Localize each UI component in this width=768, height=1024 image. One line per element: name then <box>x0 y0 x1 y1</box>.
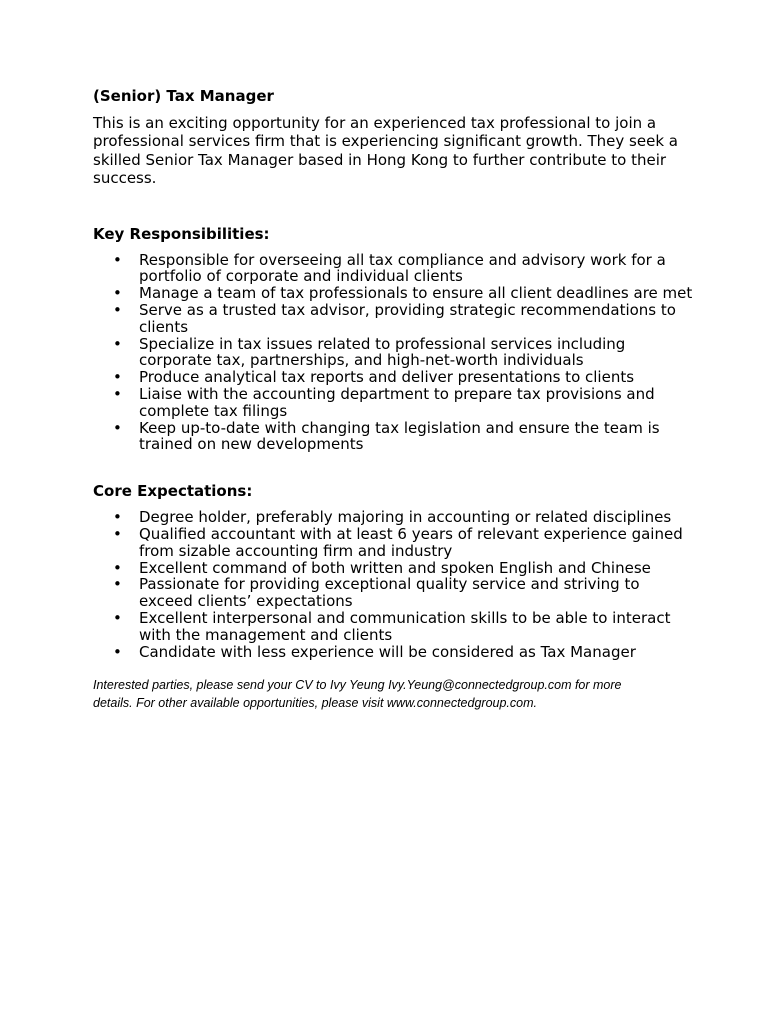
responsibilities-heading: Key Responsibilities: <box>93 224 270 243</box>
list-item <box>93 336 693 370</box>
list-item <box>93 526 693 560</box>
list-item-text: Qualified accountant with at least 6 years of relevant experience gained from sizable accounting firm and industry <box>139 524 683 560</box>
list-item-text: Responsible for overseeing all tax compliance and advisory work for a portfolio of corporate and individual clients <box>139 250 666 286</box>
list-item <box>93 509 693 526</box>
list-item <box>93 644 693 661</box>
bullet-icon: • <box>113 385 122 403</box>
list-item-text: Liaise with the accounting department to prepare tax provisions and complete tax filings <box>139 385 655 420</box>
list-item <box>93 560 693 577</box>
list-item <box>93 576 693 610</box>
bullet-icon: • <box>113 334 122 353</box>
list-item-text: Degree holder, preferably majoring in accounting or related disciplines <box>139 508 672 527</box>
bullet-icon: • <box>113 250 122 269</box>
bullet-icon: • <box>113 508 122 527</box>
list-item <box>93 285 693 302</box>
bullet-icon: • <box>113 608 122 627</box>
bullet-icon: • <box>113 284 122 303</box>
list-item-text: Produce analytical tax reports and deliver presentations to clients <box>139 368 635 387</box>
expectations-heading: Core Expectations: <box>93 482 253 501</box>
list-item-text: Keep up-to-date with changing tax legislation and ensure the team is trained on new developments <box>139 418 660 454</box>
list-item-text: Manage a team of tax professionals to ensure all client deadlines are met <box>139 284 693 303</box>
bullet-icon: • <box>113 301 122 320</box>
list-item <box>93 302 693 336</box>
expectations-list <box>93 509 693 660</box>
responsibilities-list <box>93 252 693 454</box>
list-item <box>93 252 693 286</box>
list-item-text: Excellent interpersonal and communication skills to be able to interact with the management and clients <box>139 608 671 644</box>
contact-note: Interested parties, please send your CV to Ivy Yeung Ivy.Yeung@connectedgroup.com for more details. For other available opportunities, please visit www.connectedgroup.com. <box>93 678 622 711</box>
list-item <box>93 369 693 386</box>
bullet-icon: • <box>113 368 122 387</box>
bullet-icon: • <box>113 524 122 543</box>
bullet-icon: • <box>113 642 122 661</box>
document-page <box>93 86 693 712</box>
bullet-icon: • <box>113 558 122 577</box>
list-item-text: Serve as a trusted tax advisor, providing strategic recommendations to clients <box>139 301 676 336</box>
bullet-icon: • <box>113 575 122 594</box>
job-title: (Senior) Tax Manager <box>93 87 274 105</box>
list-item-text: Excellent command of both written and spoken English and Chinese <box>139 558 651 577</box>
list-item <box>93 610 693 644</box>
list-item <box>93 420 693 454</box>
list-item <box>93 386 693 420</box>
list-item-text: Passionate for providing exceptional quality service and striving to exceed clients’ expectations <box>139 575 640 611</box>
list-item-text: Candidate with less experience will be considered as Tax Manager <box>139 642 636 661</box>
intro-paragraph: This is an exciting opportunity for an experienced tax professional to join a professional services firm that is experiencing significant growth. They seek a skilled Senior Tax Manager based in Hong Kong to further contribute to their success. <box>93 114 678 188</box>
bullet-icon: • <box>113 418 122 437</box>
list-item-text: Specialize in tax issues related to professional services including corporate tax, partnerships, and high-net-worth individuals <box>139 334 626 370</box>
